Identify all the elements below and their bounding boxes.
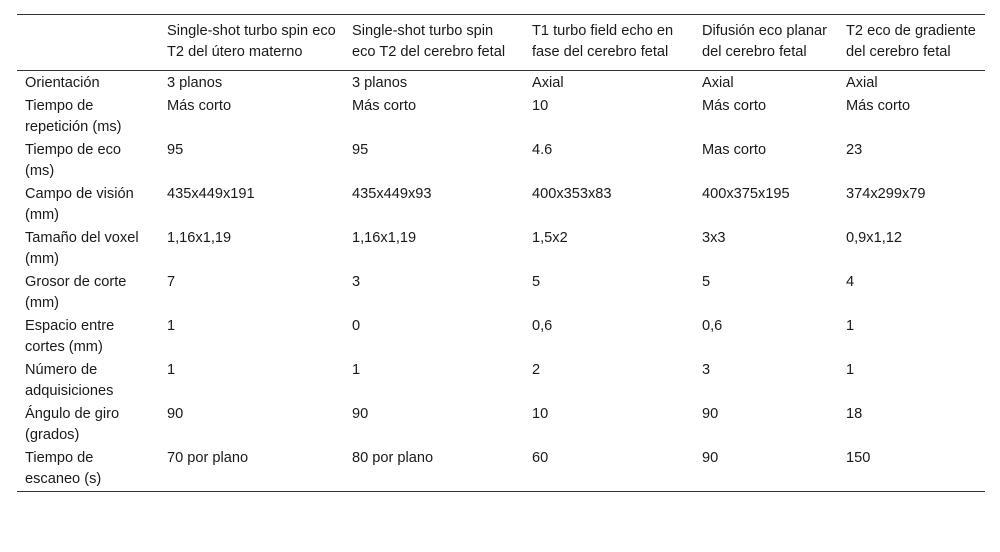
table-cell: 4 bbox=[846, 274, 855, 290]
table-header bbox=[17, 15, 985, 71]
table-cell: 90 bbox=[702, 450, 719, 466]
table-cell: 1,5x2 bbox=[532, 230, 568, 246]
table-row bbox=[17, 71, 985, 96]
row-label: Campo de visión (mm) bbox=[25, 186, 134, 223]
table-row bbox=[17, 359, 985, 403]
header-row bbox=[17, 15, 985, 71]
table-cell: Más corto bbox=[846, 98, 911, 114]
table-cell: 2 bbox=[532, 362, 541, 378]
parameters-table-container bbox=[17, 14, 985, 492]
row-label: Tamaño del voxel (mm) bbox=[25, 230, 139, 267]
header-cell-difusion: Difusión eco planar del cerebro fetal bbox=[702, 23, 827, 60]
table-cell: 0,6 bbox=[702, 318, 723, 334]
table-cell: 374x299x79 bbox=[846, 186, 926, 202]
mri-parameters-table bbox=[17, 14, 985, 492]
header-cell-utero-t2: Single-shot turbo spin eco T2 del útero materno bbox=[167, 23, 336, 60]
table-cell: 1 bbox=[352, 362, 361, 378]
table-cell: 80 por plano bbox=[352, 450, 434, 466]
table-cell: 1,16x1,19 bbox=[352, 230, 417, 246]
table-cell: Más corto bbox=[352, 98, 417, 114]
table-cell: 1 bbox=[846, 318, 855, 334]
table-cell: 435x449x191 bbox=[167, 186, 255, 202]
table-cell: Axial bbox=[846, 75, 878, 91]
table-cell: Axial bbox=[702, 75, 734, 91]
row-label: Grosor de corte (mm) bbox=[25, 274, 127, 311]
table-cell: Axial bbox=[532, 75, 564, 91]
table-row bbox=[17, 139, 985, 183]
table-row bbox=[17, 447, 985, 492]
row-label: Espacio entre cortes (mm) bbox=[25, 318, 115, 355]
header-cell-t1-tfe: T1 turbo field echo en fase del cerebro fetal bbox=[532, 23, 674, 60]
table-cell: 0 bbox=[352, 318, 361, 334]
header-cell-empty bbox=[17, 15, 159, 71]
table-cell: 18 bbox=[846, 406, 863, 422]
table-cell: 95 bbox=[352, 142, 369, 158]
table-cell: 3 planos bbox=[167, 75, 223, 91]
table-cell: 1 bbox=[846, 362, 855, 378]
table-cell: 10 bbox=[532, 406, 549, 422]
table-cell: 5 bbox=[532, 274, 541, 290]
table-cell: 400x353x83 bbox=[532, 186, 612, 202]
table-row bbox=[17, 271, 985, 315]
table-cell: 1,16x1,19 bbox=[167, 230, 232, 246]
table-row bbox=[17, 315, 985, 359]
table-cell: 90 bbox=[702, 406, 719, 422]
table-cell: 400x375x195 bbox=[702, 186, 790, 202]
table-row bbox=[17, 403, 985, 447]
table-cell: 3x3 bbox=[702, 230, 726, 246]
header-cell-cerebro-t2: Single-shot turbo spin eco T2 del cerebro fetal bbox=[352, 23, 506, 60]
table-cell: 4.6 bbox=[532, 142, 553, 158]
table-cell: 3 bbox=[702, 362, 711, 378]
table-cell: 70 por plano bbox=[167, 450, 249, 466]
table-cell: 7 bbox=[167, 274, 176, 290]
table-cell: 90 bbox=[167, 406, 184, 422]
header-cell-t2-gradiente: T2 eco de gradiente del cerebro fetal bbox=[846, 23, 976, 60]
table-cell: 10 bbox=[532, 98, 549, 114]
table-cell: 60 bbox=[532, 450, 549, 466]
table-cell: 23 bbox=[846, 142, 863, 158]
table-cell: 150 bbox=[846, 450, 871, 466]
table-row bbox=[17, 183, 985, 227]
table-cell: 1 bbox=[167, 318, 176, 334]
table-cell: Más corto bbox=[167, 98, 232, 114]
row-label: Tiempo de escaneo (s) bbox=[25, 450, 102, 487]
table-cell: 95 bbox=[167, 142, 184, 158]
table-cell: 90 bbox=[352, 406, 369, 422]
table-row bbox=[17, 95, 985, 139]
table-cell: 1 bbox=[167, 362, 176, 378]
table-cell: Más corto bbox=[702, 98, 767, 114]
table-row bbox=[17, 227, 985, 271]
table-cell: 0,6 bbox=[532, 318, 553, 334]
row-label: Tiempo de repetición (ms) bbox=[25, 98, 122, 135]
table-cell: 3 planos bbox=[352, 75, 408, 91]
table-cell: 0,9x1,12 bbox=[846, 230, 902, 246]
table-body bbox=[17, 71, 985, 492]
table-cell: 5 bbox=[702, 274, 711, 290]
row-label: Tiempo de eco (ms) bbox=[25, 142, 121, 179]
row-label: Orientación bbox=[25, 75, 100, 91]
table-cell: 3 bbox=[352, 274, 361, 290]
row-label: Ángulo de giro (grados) bbox=[25, 406, 120, 443]
row-label: Número de adquisiciones bbox=[25, 362, 114, 399]
table-cell: Mas corto bbox=[702, 142, 767, 158]
table-cell: 435x449x93 bbox=[352, 186, 432, 202]
